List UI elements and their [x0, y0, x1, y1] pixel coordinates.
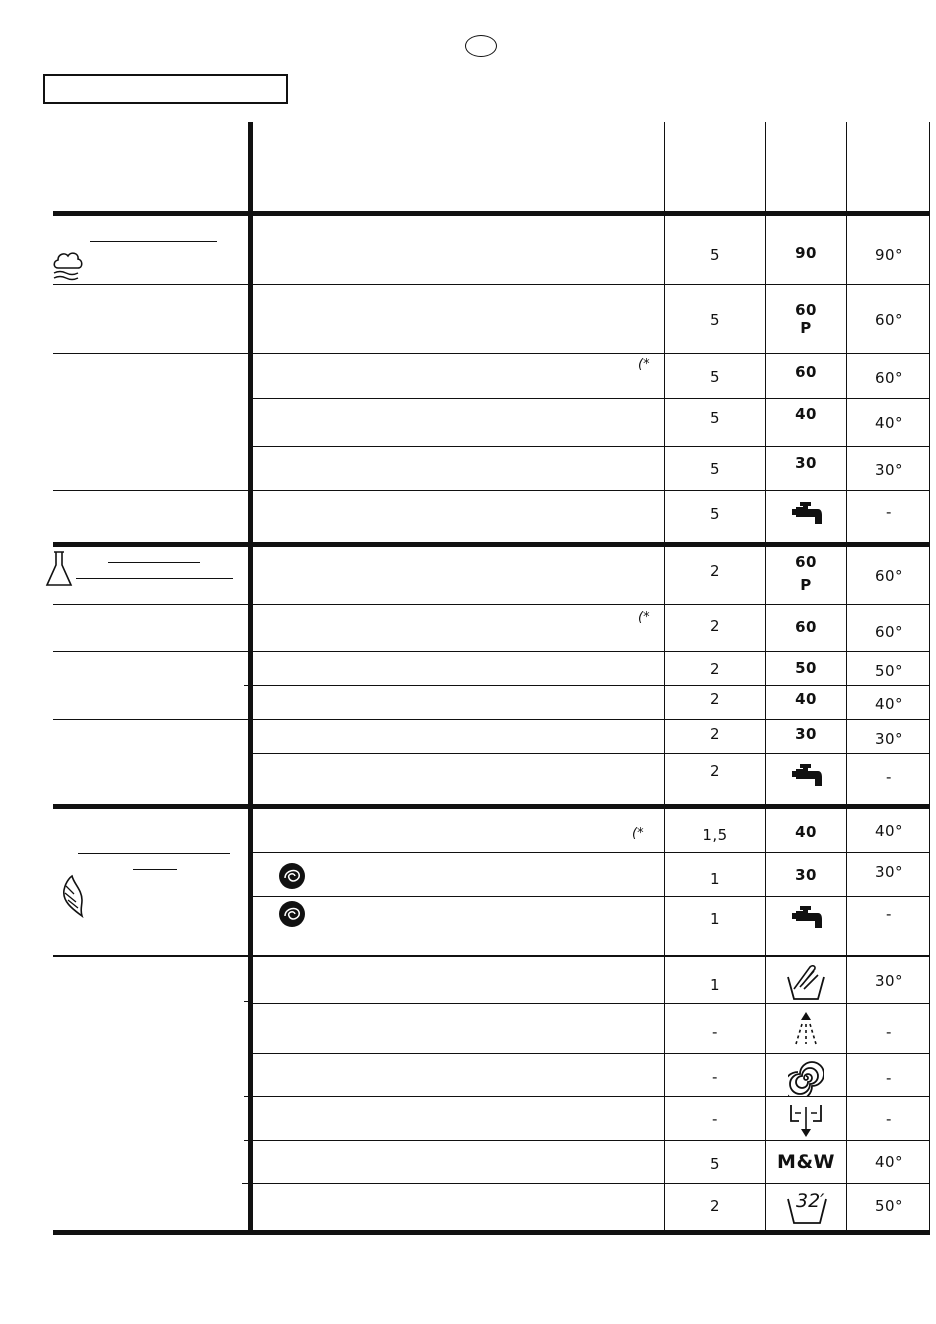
quick-wash-label: 32′	[796, 1190, 825, 1212]
row-line	[244, 1140, 930, 1141]
load-value: 5	[709, 1155, 721, 1173]
footnote-marker: (*	[632, 826, 644, 841]
temperature-value: 90°	[874, 246, 904, 264]
row-line	[53, 719, 930, 720]
temperature-value: -	[886, 1069, 892, 1087]
row-line	[248, 852, 930, 853]
cotton-label-line	[90, 241, 217, 242]
row-line	[244, 1096, 930, 1097]
program-number: 30	[795, 454, 817, 472]
temperature-value: 50°	[874, 1197, 904, 1215]
row-line	[53, 353, 930, 354]
footnote-marker: (*	[638, 610, 650, 625]
temperature-value: 30°	[874, 461, 904, 479]
temperature-value: 60°	[874, 369, 904, 387]
load-value: 2	[709, 617, 721, 635]
row-line	[248, 398, 930, 399]
load-value: 5	[709, 409, 721, 427]
synthetics-flask-icon	[44, 549, 74, 593]
row-line	[248, 1053, 930, 1054]
delicates-label-line	[78, 853, 230, 854]
tap-icon	[791, 500, 823, 532]
load-value: 5	[709, 368, 721, 386]
temperature-value: -	[886, 905, 892, 923]
program-number: 60	[795, 363, 817, 381]
group-separator-synthetics	[53, 542, 930, 547]
footnote-marker: (*	[638, 357, 650, 372]
temperature-value: 30°	[874, 972, 904, 990]
row-line	[53, 284, 930, 285]
temperature-value: 50°	[874, 662, 904, 680]
load-value: -	[712, 1068, 718, 1086]
program-number: 30	[795, 725, 817, 743]
synthetics-label-line-2	[76, 578, 233, 579]
group-separator-special	[53, 955, 930, 957]
cotton-icon	[50, 248, 86, 286]
temperature-value: 60°	[874, 567, 904, 585]
temperature-value: -	[886, 768, 892, 786]
load-value: 2	[709, 762, 721, 780]
mix-and-wash-label: M&W	[777, 1151, 835, 1173]
load-value: 5	[709, 460, 721, 478]
load-value: -	[712, 1110, 718, 1128]
tap-icon	[791, 762, 823, 794]
table-bottom	[53, 1230, 930, 1235]
temperature-value: 40°	[874, 1153, 904, 1171]
temperature-value: 40°	[874, 822, 904, 840]
feather-icon	[56, 872, 90, 924]
synthetics-label-line	[108, 562, 200, 563]
load-value: 2	[709, 690, 721, 708]
program-number: 40	[795, 690, 817, 708]
temperature-value: -	[886, 503, 892, 521]
divider-category	[248, 122, 253, 1233]
tick	[244, 1001, 248, 1002]
program-suffix: P	[800, 319, 812, 337]
program-number: 60	[795, 618, 817, 636]
program-number: 60	[795, 553, 817, 571]
language-badge	[465, 35, 497, 57]
spin-icon	[788, 1060, 824, 1100]
row-line	[53, 490, 930, 491]
temperature-value: 60°	[874, 623, 904, 641]
load-value: 2	[709, 660, 721, 678]
program-number: 50	[795, 659, 817, 677]
program-number: 40	[795, 405, 817, 423]
load-value: 2	[709, 1197, 721, 1215]
quick-wash-icon	[786, 1187, 828, 1225]
header-separator	[53, 211, 930, 216]
delicates-label-line-2	[133, 869, 177, 870]
row-line	[244, 685, 930, 686]
row-line	[53, 651, 930, 652]
temperature-value: -	[886, 1023, 892, 1041]
temperature-value: 30°	[874, 730, 904, 748]
group-separator-delicates	[53, 804, 930, 809]
load-value: 1	[709, 910, 721, 928]
load-value: 5	[709, 311, 721, 329]
load-value: 2	[709, 725, 721, 743]
temperature-value: 40°	[874, 414, 904, 432]
section-title-box	[43, 74, 288, 104]
drain-icon	[789, 1103, 823, 1143]
load-value: 1,5	[702, 826, 728, 844]
row-line	[248, 753, 930, 754]
load-value: 1	[709, 870, 721, 888]
load-value: -	[712, 1023, 718, 1041]
wool-icon	[277, 900, 307, 932]
row-line	[248, 446, 930, 447]
program-suffix: P	[800, 576, 812, 594]
load-value: 5	[709, 246, 721, 264]
program-number: 60	[795, 301, 817, 319]
program-number: 30	[795, 866, 817, 884]
row-line	[53, 604, 930, 605]
temperature-value: 60°	[874, 311, 904, 329]
program-number: 40	[795, 823, 817, 841]
handwash-icon	[786, 963, 826, 1005]
load-value: 1	[709, 976, 721, 994]
rinse-icon	[790, 1010, 822, 1050]
wool-icon	[277, 862, 307, 894]
program-number: 90	[795, 244, 817, 262]
temperature-value: -	[886, 1110, 892, 1128]
load-value: 2	[709, 562, 721, 580]
row-line	[248, 896, 930, 897]
row-line	[248, 1003, 930, 1004]
temperature-value: 30°	[874, 863, 904, 881]
row-line	[242, 1183, 930, 1184]
temperature-value: 40°	[874, 695, 904, 713]
load-value: 5	[709, 505, 721, 523]
tap-icon	[791, 904, 823, 936]
